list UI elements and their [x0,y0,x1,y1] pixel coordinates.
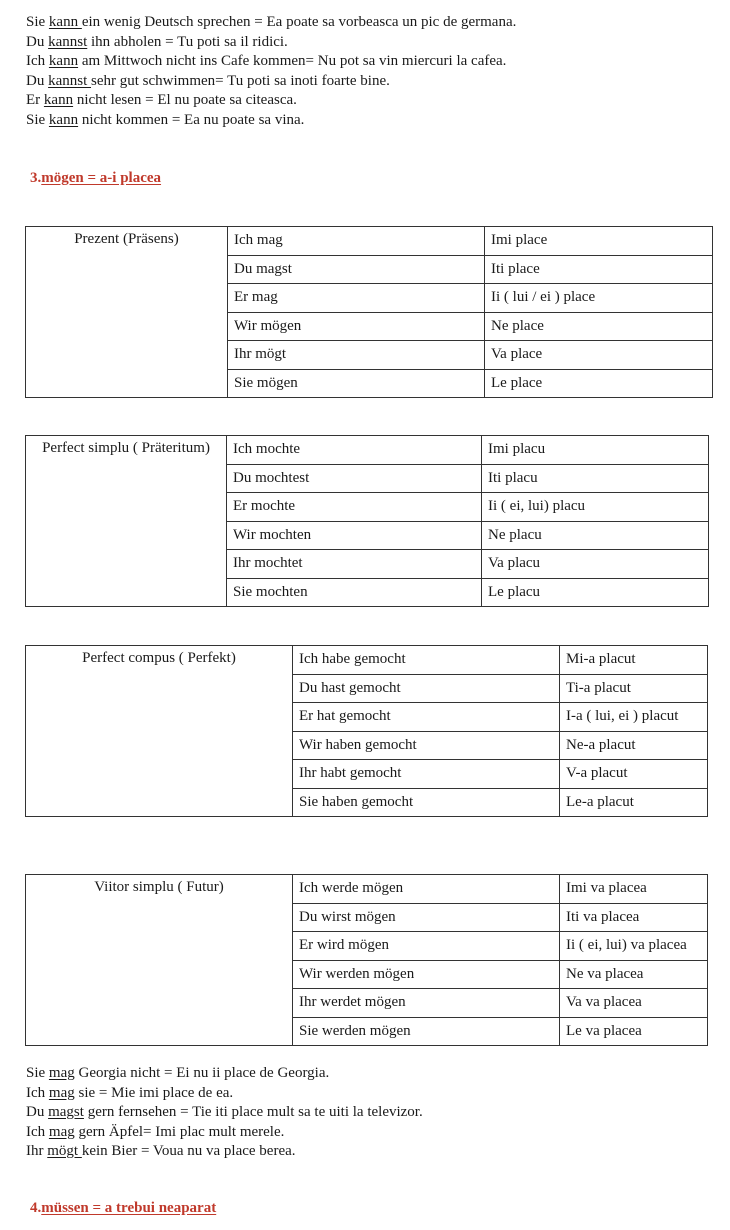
german-form: Sie werden mögen [293,1017,560,1046]
romanian-form: Ne placu [482,521,709,550]
sentence-rest: am Mittwoch nicht ins Cafe kommen= Nu pot sa vin miercuri la cafea. [78,53,507,69]
german-form: Sie mögen [228,369,485,398]
romanian-form: Le va placea [560,1017,708,1046]
romanian-form: Le place [485,369,713,398]
sentence-verb: kann [43,92,74,108]
sentence-verb: mögt [47,1143,82,1159]
sentence-subject: Ich [26,1084,49,1101]
sentence-line [26,33,516,53]
german-form: Er wird mögen [293,932,560,961]
sentence-line [26,1103,423,1123]
romanian-form: Iti place [485,255,713,284]
romanian-form: Mi-a placut [560,646,708,675]
german-form: Wir werden mögen [293,960,560,989]
intro-sentences [26,13,516,130]
sentence-subject: Ich [26,1123,49,1140]
sentence-subject: Du [26,33,49,50]
section-title: müssen = a trebui neaparat [41,1200,217,1216]
section-number: 3. [30,170,42,186]
sentence-rest: sie = Mie imi place de ea. [74,1084,234,1101]
romanian-form: Ne-a placut [560,731,708,760]
german-form: Ich werde mögen [293,875,560,904]
sentence-rest: sehr gut schwimmen= Tu poti sa inoti foarte bine. [91,72,390,89]
table-prateritum [25,435,709,607]
sentence-verb: kann [48,14,82,30]
sentence-line [26,1142,423,1162]
german-form: Du wirst mögen [293,903,560,932]
sentence-rest: ihn abholen = Tu poti sa il ridici. [87,33,288,50]
table-prasens [25,226,713,398]
german-form: Ihr habt gemocht [293,760,560,789]
sentence-rest: gern Äpfel= Imi plac mult merele. [74,1123,285,1140]
sentence-verb: magst [48,1104,84,1120]
romanian-form: Le placu [482,578,709,607]
sentence-subject: Er [26,92,44,108]
romanian-form: Ti-a placut [560,674,708,703]
romanian-form: Va placu [482,550,709,579]
sentence-rest: ein wenig Deutsch sprechen = Ea poate sa vorbeasca un pic de germana. [81,14,517,30]
romanian-form: Imi placu [482,436,709,465]
sentence-rest: nicht kommen = Ea nu poate sa vina. [78,111,305,128]
sentence-line [26,52,516,72]
romanian-form: Va va placea [560,989,708,1018]
romanian-form: Va place [485,341,713,370]
german-form: Er mag [228,284,485,313]
table-perfekt [25,645,708,817]
german-form: Ich mochte [227,436,482,465]
romanian-form: V-a placut [560,760,708,789]
german-form: Du hast gemocht [293,674,560,703]
romanian-form: Iti va placea [560,903,708,932]
romanian-form: Ii ( lui / ei ) place [485,284,713,313]
sentence-line [26,1064,423,1084]
romanian-form: I-a ( lui, ei ) placut [560,703,708,732]
section-3-heading [30,170,161,187]
table-row [26,227,713,256]
sentence-rest: nicht lesen = El nu poate sa citeasca. [73,92,297,108]
german-form: Wir haben gemocht [293,731,560,760]
sentence-line [26,1123,423,1143]
sentence-subject: Sie [26,14,49,30]
german-form: Du mochtest [227,464,482,493]
sentence-subject: Du [26,72,49,89]
sentence-verb: mag [48,1065,75,1081]
sentence-subject: Ihr [26,1143,48,1159]
german-form: Ihr mochtet [227,550,482,579]
romanian-form: Le-a placut [560,788,708,817]
romanian-form: Ii ( ei, lui) va placea [560,932,708,961]
sentence-verb: kann [48,111,79,128]
sentence-rest: Georgia nicht = Ei nu ii place de Georgia. [74,1065,330,1081]
romanian-form: Ne place [485,312,713,341]
german-form: Ihr werdet mögen [293,989,560,1018]
table-row [26,646,708,675]
romanian-form: Imi place [485,227,713,256]
tense-cell: Perfect compus ( Perfekt) [26,646,293,817]
german-form: Ihr mögt [228,341,485,370]
sentence-line [26,91,516,111]
romanian-form: Imi va placea [560,875,708,904]
german-form: Sie haben gemocht [293,788,560,817]
german-form: Sie mochten [227,578,482,607]
sentence-verb: mag [48,1123,75,1140]
sentence-subject: Du [26,1104,49,1120]
tense-cell: Viitor simplu ( Futur) [26,875,293,1046]
german-form: Ich habe gemocht [293,646,560,675]
table-row [26,875,708,904]
section-number: 4. [30,1200,42,1216]
sentence-line [26,72,516,92]
german-form: Du magst [228,255,485,284]
sentence-rest: gern fernsehen = Tie iti place mult sa te uiti la televizor. [83,1104,423,1120]
romanian-form: Ii ( ei, lui) placu [482,493,709,522]
romanian-form: Iti placu [482,464,709,493]
table-futur [25,874,708,1046]
table-row [26,436,709,465]
sentence-line [26,1084,423,1104]
sentence-subject: Ich [26,53,49,69]
sentence-rest: kein Bier = Voua nu va place berea. [81,1143,296,1159]
section-title: mögen = a-i placea [41,170,162,186]
sentence-verb: kann [48,53,79,69]
sentence-subject: Sie [26,1065,49,1081]
german-form: Er hat gemocht [293,703,560,732]
sentence-verb: kannst [48,33,88,50]
section-4-heading [30,1200,216,1217]
sentence-subject: Sie [26,111,49,128]
example-sentences [26,1064,423,1162]
tense-cell: Perfect simplu ( Präteritum) [26,436,227,607]
sentence-verb: kannst [48,72,92,89]
romanian-form: Ne va placea [560,960,708,989]
sentence-line [26,111,516,131]
german-form: Er mochte [227,493,482,522]
sentence-line [26,13,516,33]
tense-cell: Prezent (Präsens) [26,227,228,398]
sentence-verb: mag [48,1084,75,1101]
german-form: Wir mögen [228,312,485,341]
german-form: Wir mochten [227,521,482,550]
german-form: Ich mag [228,227,485,256]
